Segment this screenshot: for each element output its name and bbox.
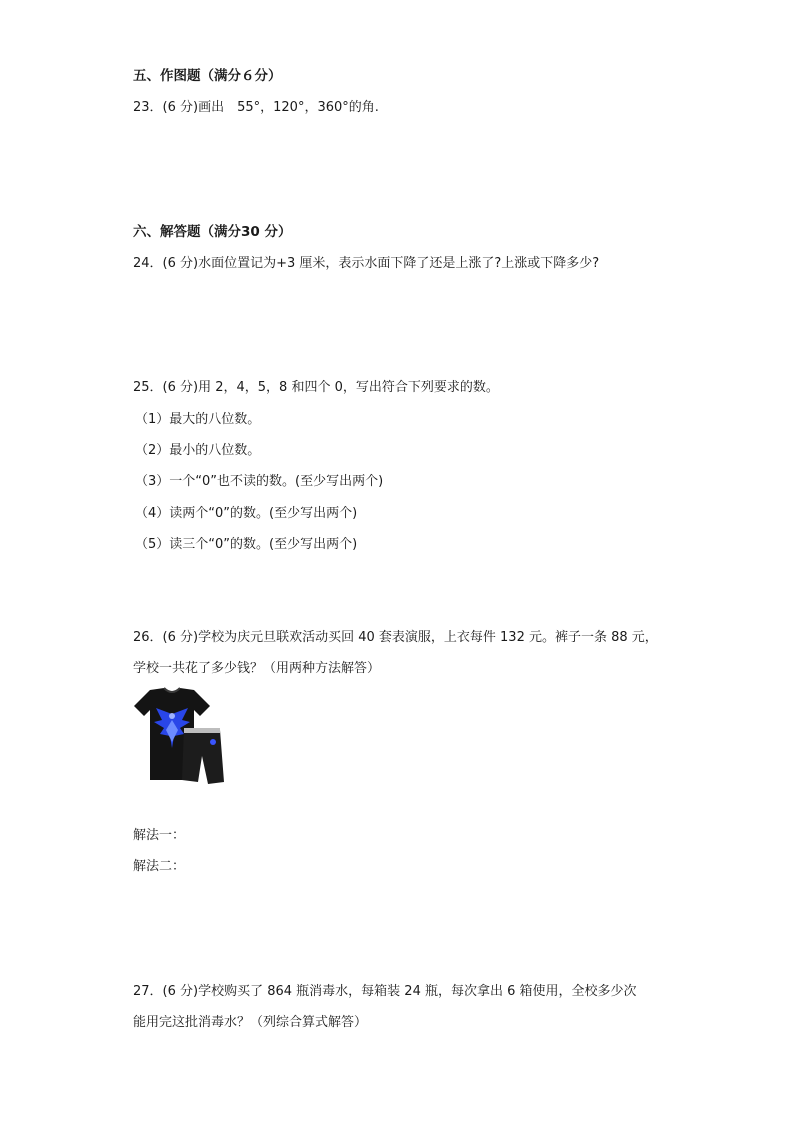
section-6-heading: 六、解答题（满分30 分） — [133, 224, 292, 240]
question-26-line-2: 学校一共花了多少钱？（用两种方法解答） — [133, 661, 381, 676]
question-25-part-1: （1）最大的八位数。 — [135, 412, 261, 427]
question-27-line-1: 27．(6 分)学校购买了 864 瓶消毒水，每箱装 24 瓶，每次拿出 6 箱使用，全校多少次 — [133, 984, 637, 999]
question-25-part-2: （2）最小的八位数。 — [135, 443, 261, 458]
costume-image — [130, 686, 226, 786]
question-27-line-2: 能用完这批消毒水？（列综合算式解答） — [133, 1015, 368, 1030]
tshirt-shorts-illustration — [130, 686, 226, 786]
question-25-part-3: （3）一个“0”也不读的数。(至少写出两个) — [135, 474, 384, 489]
section-5-heading: 五、作图题（满分６分） — [133, 68, 282, 84]
question-25-stem: 25．(6 分)用 2，4，5，8 和四个 0，写出符合下列要求的数。 — [133, 380, 499, 395]
question-26-line-1: 26．(6 分)学校为庆元旦联欢活动买回 40 套表演服，上衣每件 132 元。裤子一条 88 元， — [133, 630, 658, 645]
shorts-shape — [182, 728, 224, 784]
question-24: 24．(6 分)水面位置记为+3 厘米，表示水面下降了还是上涨了?上涨或下降多少? — [133, 256, 600, 271]
question-23: 23．(6 分)画出 55°，120°，360°的角. — [133, 100, 379, 115]
question-26-method-2: 解法二： — [133, 859, 186, 874]
question-26-method-1: 解法一： — [133, 828, 186, 843]
question-25-part-5: （5）读三个“0”的数。(至少写出两个) — [135, 537, 358, 552]
question-25-part-4: （4）读两个“0”的数。(至少写出两个) — [135, 506, 358, 521]
